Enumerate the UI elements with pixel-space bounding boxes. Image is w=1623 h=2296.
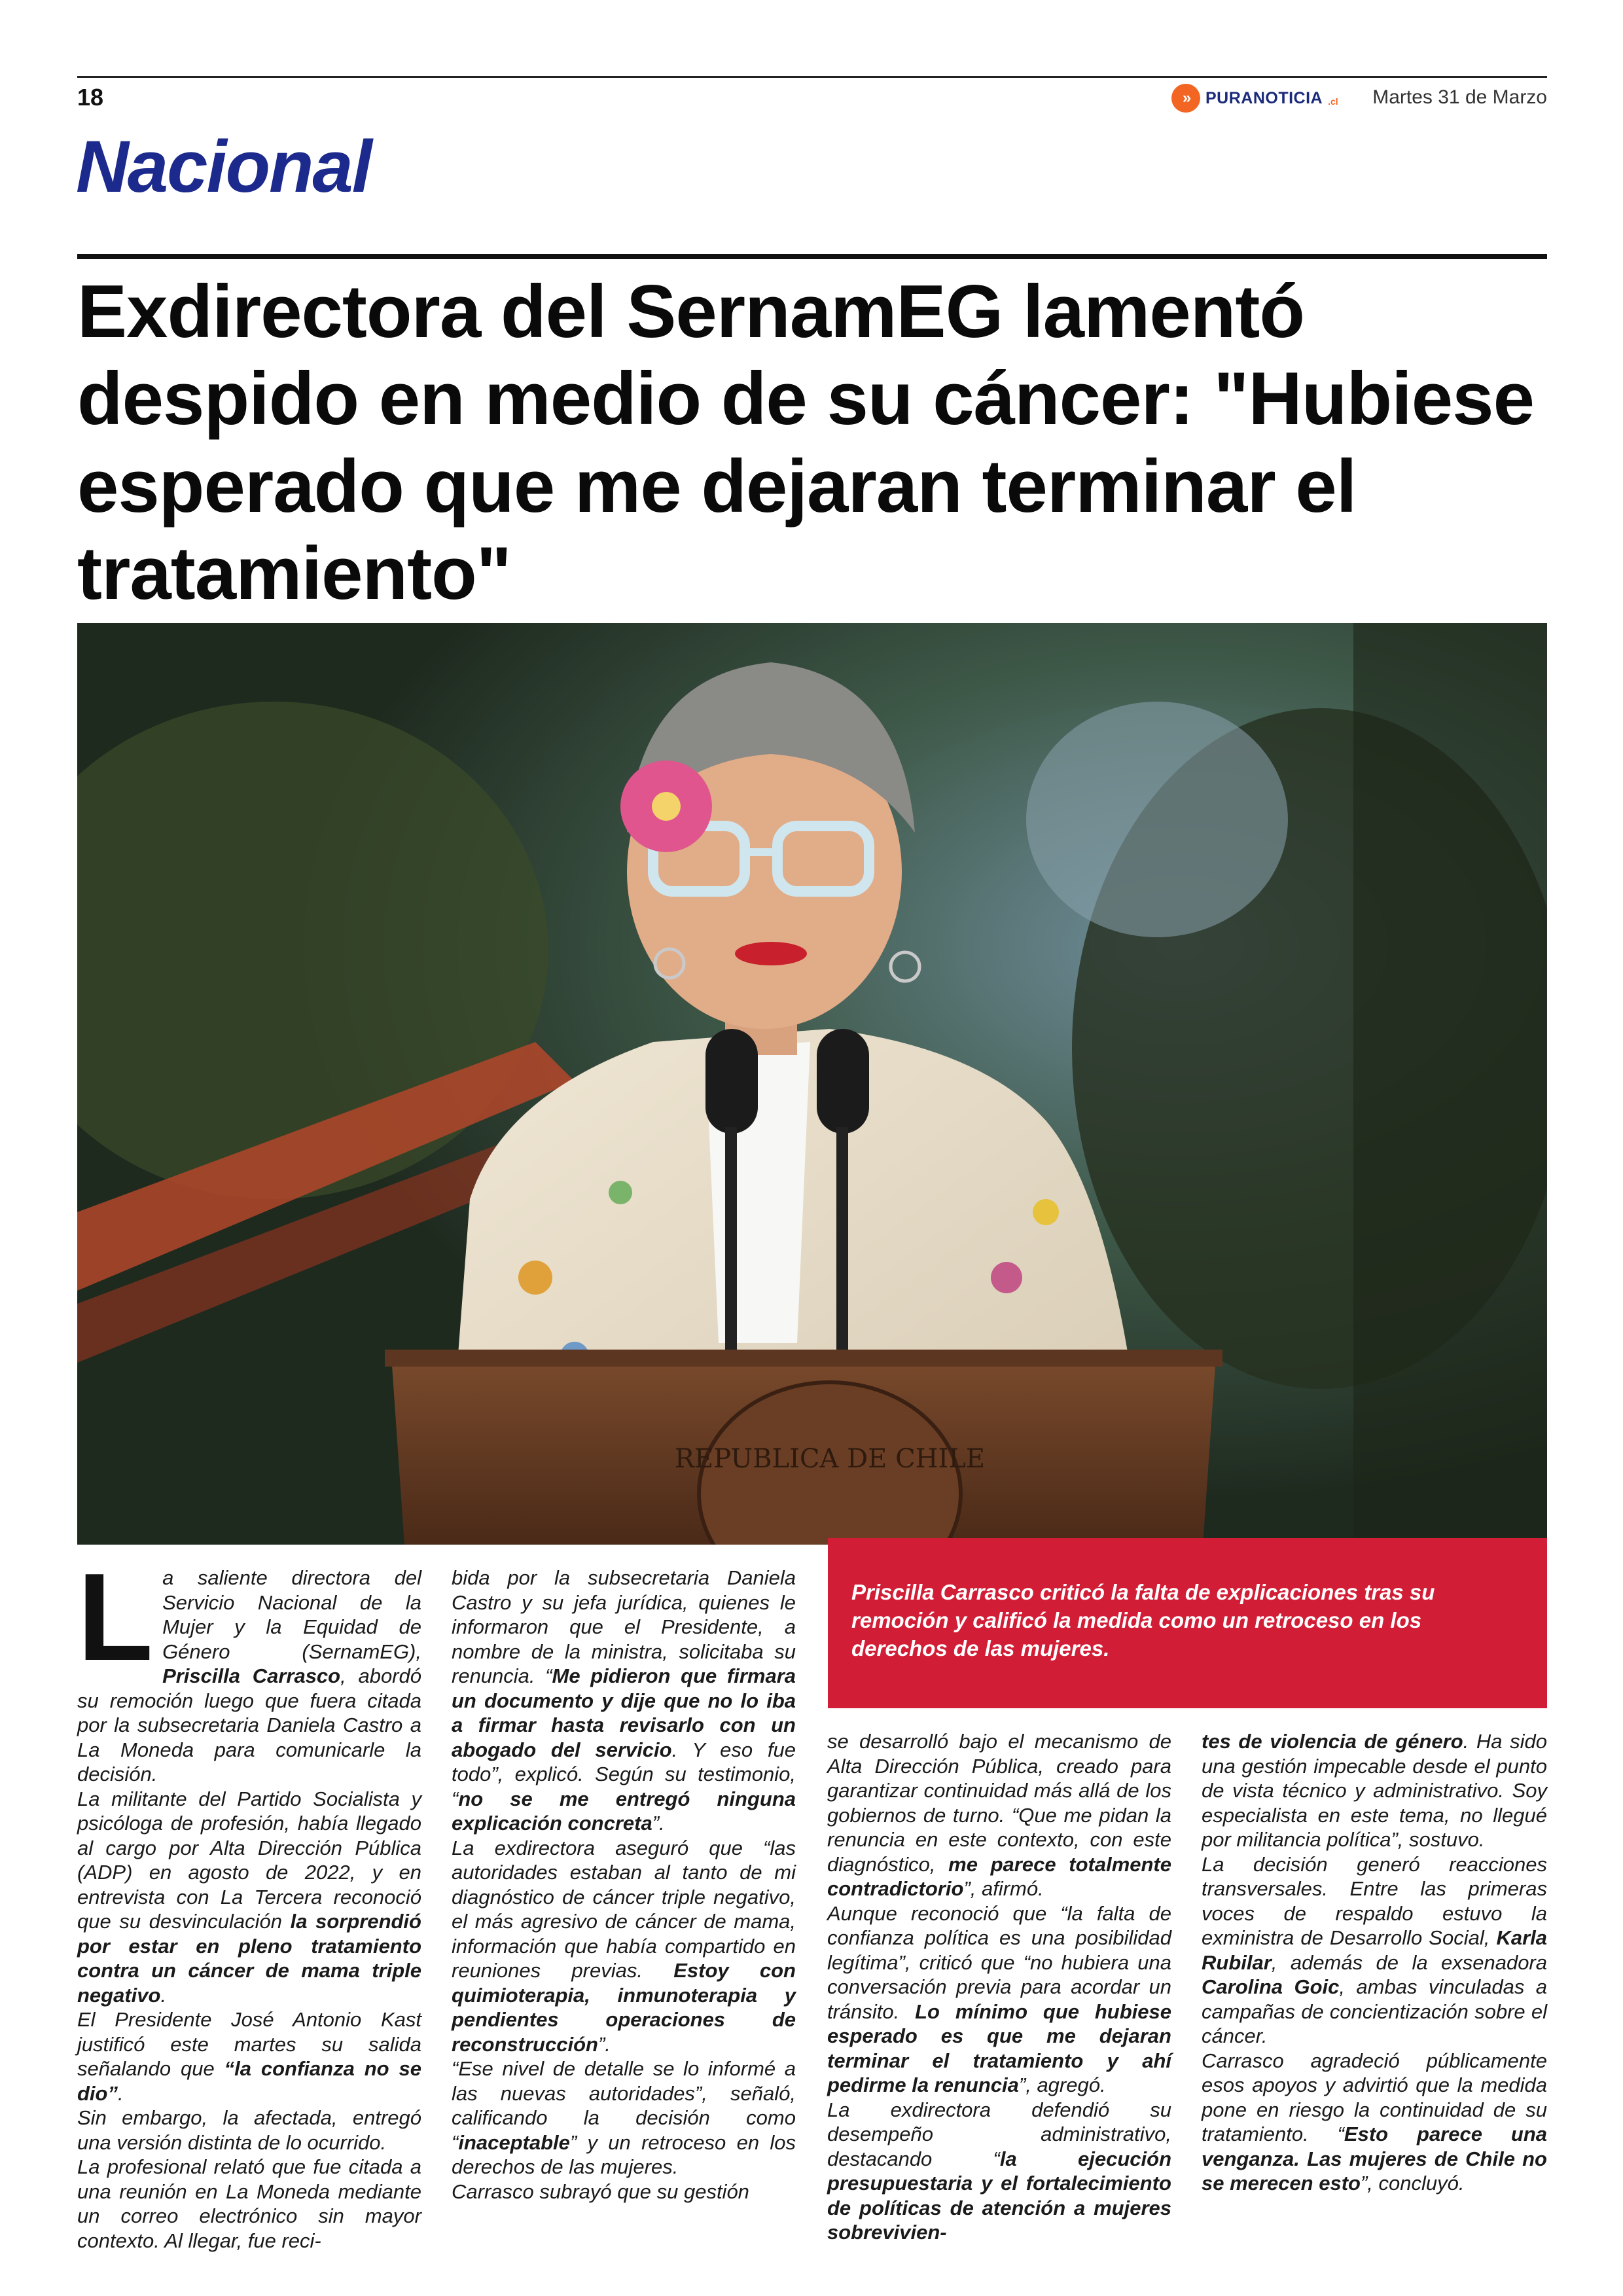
- bold-text: la sorprendió por estar en pleno tratamiento contra un cáncer de mama triple negativo: [77, 1910, 421, 2007]
- paragraph: [77, 1548, 421, 1787]
- paragraph: [77, 2007, 421, 2106]
- text: Aunque reconoció que “la falta de confianza política es una posibilidad legítima”, criticó que “no hubiera una conversación previa para acordar un tránsito.: [827, 1901, 1171, 2023]
- brand-arrows-icon: »: [1171, 84, 1200, 113]
- text: . Y eso fue todo”, explicó. Según su testimonio, “: [452, 1738, 796, 1810]
- paragraph: [827, 2098, 1171, 2245]
- photo-caption: Priscilla Carrasco criticó la falta de explicaciones tras su remoción y calificó la medida como un retroceso en los derechos de las mujeres.: [851, 1580, 1435, 1660]
- headline: Exdirectora del SernamEG lamentó despido en medio de su cáncer: "Hubiese esperado que me dejaran terminar el tratamiento": [77, 270, 1534, 616]
- bold-text: inaceptable: [458, 2130, 570, 2154]
- brand-name: PURANOTICIA: [1205, 88, 1323, 107]
- bold-text: Me pidieron que firmara un documento y dije que no lo iba a firmar hasta revisarlo con un abogado del servicio: [452, 1664, 796, 1761]
- paragraph: [452, 2056, 796, 2179]
- article-column-1: [77, 1548, 421, 2253]
- bold-text: me parece totalmente contradictorio: [827, 1852, 1171, 1900]
- photo-caption-box: [828, 1538, 1547, 1708]
- article-column-3: [827, 1729, 1171, 2245]
- bold-text: “la confianza no se dio”: [77, 2057, 421, 2105]
- paragraph: [452, 1566, 796, 1836]
- brand-logo[interactable]: [1171, 84, 1338, 113]
- text: ”, agregó.: [1018, 2073, 1106, 2096]
- text: ”, concluyó.: [1360, 2172, 1465, 2195]
- text: La militante del Partido Socialista y psicóloga de profesión, había llegado al cargo por Alta Dirección Pública (ADP) en agosto de 2022, y en entrevista con La Tercera reconoció que su desvinculación: [77, 1787, 421, 1933]
- brand-tld: .cl: [1328, 96, 1338, 107]
- photo-woman-at-podium-icon: [77, 623, 1547, 1545]
- text: La exdirectora defendió su desempeño administrativo, destacando “: [827, 2098, 1171, 2170]
- bold-text: no se me entregó ninguna explicación concreta: [452, 1787, 796, 1835]
- page-number: 18: [77, 84, 104, 111]
- text: Carrasco agradeció públicamente esos apoyos y advirtió que la medida pone en riesgo la continuidad de su tratamiento. “: [1202, 2049, 1547, 2145]
- text: a saliente directora del Servicio Nacional de la Mujer y la Equidad de Género (SernamEG),: [162, 1566, 421, 1663]
- paragraph: [1202, 1729, 1547, 1852]
- text: El Presidente José Antonio Kast justificó este martes su salida señalando que: [77, 2008, 421, 2080]
- bold-text: Lo mínimo que hubiese esperado es que me dejaran terminar el tratamiento y ahí pedirme la renuncia: [827, 2000, 1171, 2096]
- text: ”.: [597, 2032, 611, 2056]
- text: ”, afirmó.: [963, 1877, 1044, 1900]
- bold-text: la ejecución presupuestaria y el fortalecimiento de políticas de atención a mujeres sobrevivien-: [827, 2147, 1172, 2244]
- bold-text: Esto parece una venganza. Las mujeres de Chile no se merecen esto: [1202, 2123, 1547, 2195]
- text: La exdirectora aseguró que “las autoridades estaban al tanto de mi diagnóstico de cáncer triple negativo, el más agresivo de cáncer de mama, información que había compartido en reuniones previas.: [452, 1836, 796, 1982]
- text: , ambas vinculadas a campañas de concientización sobre el cáncer.: [1202, 1975, 1548, 2047]
- dropcap: L: [77, 1548, 154, 1687]
- paragraph: [1202, 2049, 1547, 2196]
- section-title: Nacional: [76, 126, 371, 207]
- paragraph: Sin embargo, la afectada, entregó una versión distinta de lo ocurrido.: [77, 2106, 421, 2154]
- bold-text: Estoy con quimioterapia, inmunoterapia y pendientes operaciones de reconstrucción: [452, 1959, 796, 2056]
- text: . Ha sido una gestión impecable desde el punto de vista técnico y administrativo. Soy especialista en este tema, no llegué por militancia política”, sostuvo.: [1202, 1730, 1547, 1851]
- bold-text: Priscilla Carrasco: [162, 1664, 341, 1687]
- paragraph: [827, 1729, 1171, 1901]
- article-column-2: [452, 1566, 796, 2204]
- article-photo: [77, 623, 1547, 1545]
- section-rule: [77, 254, 1547, 259]
- text: “Ese nivel de detalle se lo informé a las nuevas autoridades”, señaló, calificando la decisión como “: [452, 2057, 796, 2154]
- paragraph: Carrasco subrayó que su gestión: [452, 2179, 749, 2203]
- header-rule: [77, 76, 1547, 78]
- text: ”.: [652, 1812, 665, 1835]
- text: bida por la subsecretaria Daniela Castro y su jefa jurídica, quienes le informaron que el Presidente, a nombre de la ministra, solicitaba su renuncia. “: [452, 1566, 796, 1687]
- bold-text: Carolina Goic: [1202, 1975, 1340, 1998]
- article-column-4: [1202, 1729, 1547, 2196]
- text: , además de la exsenadora: [1271, 1950, 1547, 1974]
- text: .: [118, 2081, 124, 2105]
- paragraph: [452, 1836, 796, 2057]
- bold-text: tes de violencia de género: [1202, 1730, 1463, 1753]
- text: , abordó su remoción luego que fuera citada por la subsecretaria Daniela Castro a La Moneda para comunicarle la decisión.: [77, 1664, 421, 1785]
- paragraph: [827, 1901, 1171, 2098]
- issue-date: Martes 31 de Marzo: [1372, 86, 1547, 108]
- text: se desarrolló bajo el mecanismo de Alta Dirección Pública, creado para garantizar continuidad más allá de los gobiernos de turno. “Que me pidan la renuncia en este contexto, con este diagnóstico,: [827, 1730, 1171, 1876]
- text: ” y un retroceso en los derechos de las mujeres.: [452, 2130, 796, 2178]
- paragraph: [1202, 1852, 1547, 2049]
- podium-seal-text: REPUBLICA DE CHILE: [674, 1444, 986, 1474]
- paragraph: La profesional relató que fue citada a una reunión en La Moneda mediante un correo electrónico sin mayor contexto. Al llegar, fue reci-: [77, 2155, 421, 2252]
- text: La decisión generó reacciones transversales. Entre las primeras voces de respaldo estuvo la exministra de Desarrollo Social,: [1202, 1852, 1547, 1949]
- text: .: [160, 1983, 167, 2007]
- paragraph: [77, 1787, 421, 2008]
- bold-text: Karla Rubilar: [1202, 1926, 1547, 1974]
